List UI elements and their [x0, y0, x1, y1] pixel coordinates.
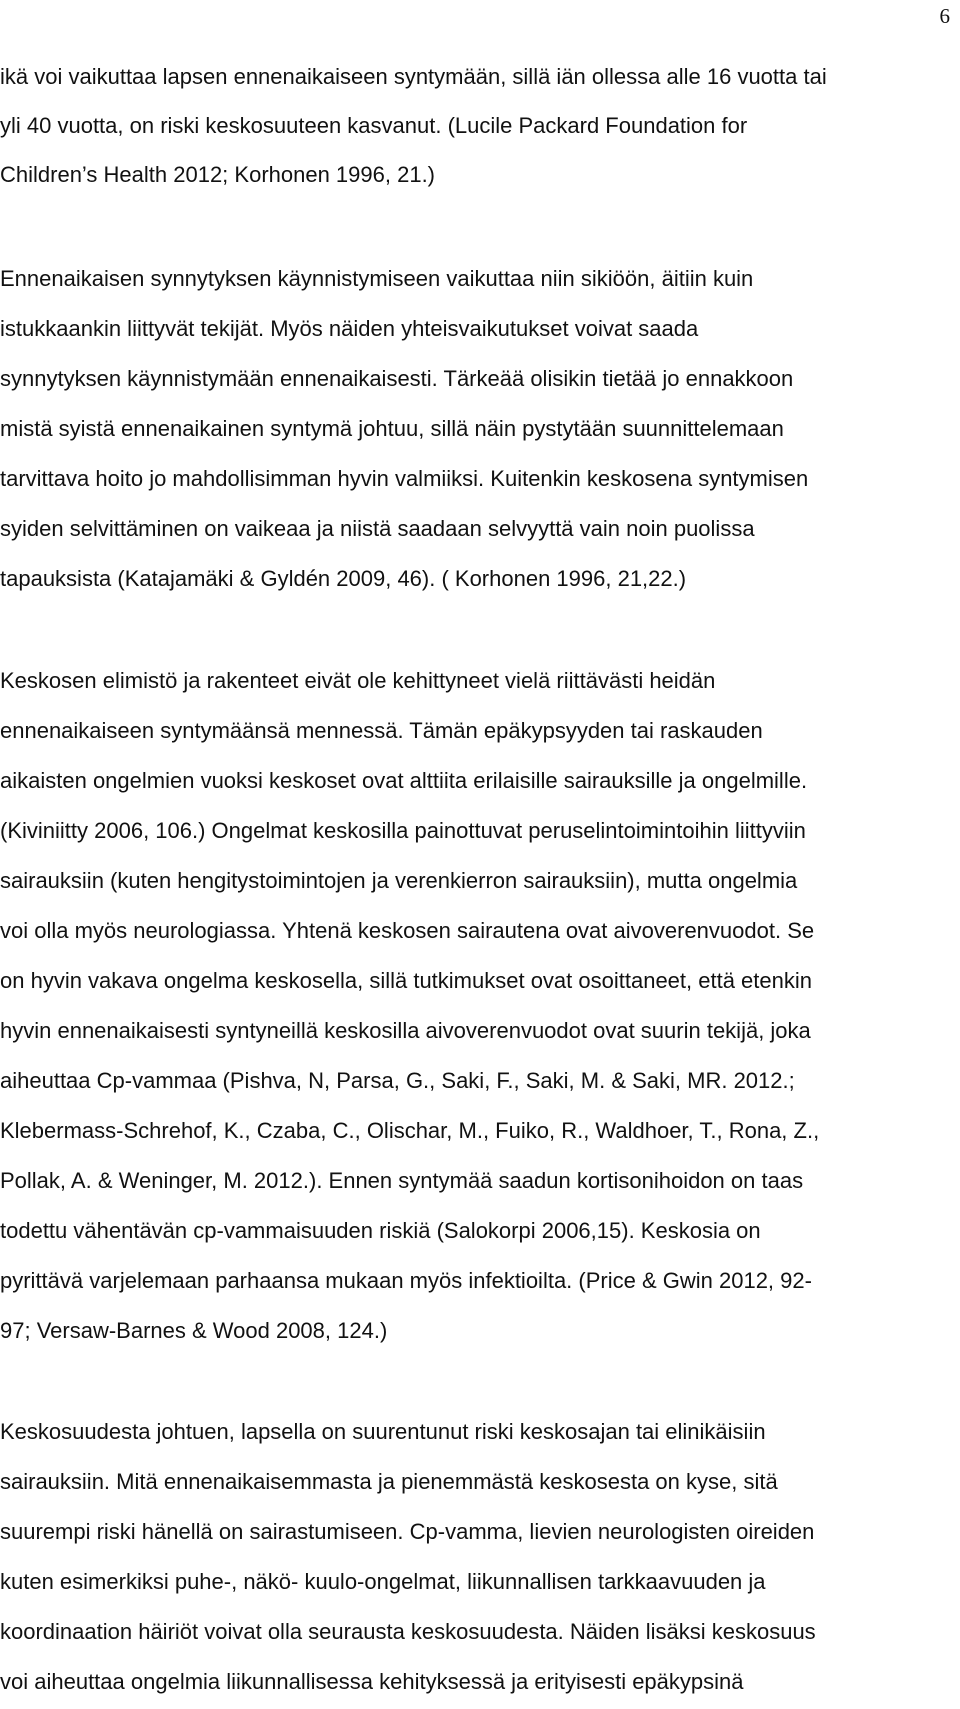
paragraph-line: (Kiviniitty 2006, 106.) Ongelmat keskosilla painottuvat peruselintoimintoihin liittyviin — [0, 818, 806, 843]
paragraph-line: mistä syistä ennenaikainen syntymä johtuu, sillä näin pystytään suunnittelemaan — [0, 416, 784, 441]
paragraph-line: Keskosuudesta johtuen, lapsella on suurentunut riski keskosajan tai elinikäisiin — [0, 1419, 766, 1444]
paragraph-line: yli 40 vuotta, on riski keskosuuteen kasvanut. (Lucile Packard Foundation for — [0, 113, 748, 138]
paragraph-line: synnytyksen käynnistymään ennenaikaisesti. Tärkeää olisikin tietää jo ennakkoon — [0, 366, 794, 391]
paragraph-line: ennenaikaiseen syntymäänsä mennessä. Tämän epäkypsyyden tai raskauden — [0, 718, 763, 743]
paragraph-line: syiden selvittäminen on vaikeaa ja niistä saadaan selvyyttä vain noin puolissa — [0, 516, 755, 541]
page-number: 6 — [939, 4, 950, 28]
paragraph-line: voi aiheuttaa ongelmia liikunnallisessa kehityksessä ja erityisesti epäkypsinä — [0, 1669, 744, 1694]
paragraph-line: 97; Versaw-Barnes & Wood 2008, 124.) — [0, 1318, 388, 1343]
paragraph-line: pyrittävä varjelemaan parhaansa mukaan myös infektioilta. (Price & Gwin 2012, 92- — [0, 1268, 812, 1293]
paragraph-3 — [0, 656, 952, 1356]
paragraph-line: Children’s Health 2012; Korhonen 1996, 21.) — [0, 162, 436, 187]
paragraph-line: tarvittava hoito jo mahdollisimman hyvin valmiiksi. Kuitenkin keskosena syntymisen — [0, 466, 809, 491]
paragraph-line: Ennenaikaisen synnytyksen käynnistymiseen vaikuttaa niin sikiöön, äitiin kuin — [0, 266, 754, 291]
paragraph-line: aikaisten ongelmien vuoksi keskoset ovat alttiita erilaisille sairauksille ja ongelmille. — [0, 768, 808, 793]
paragraph-2 — [0, 254, 952, 604]
paragraph-1 — [0, 52, 952, 199]
paragraph-line: sairauksiin. Mitä ennenaikaisemmasta ja pienemmästä keskosesta on kyse, sitä — [0, 1469, 778, 1494]
paragraph-line: tapauksista (Katajamäki & Gyldén 2009, 46). ( Korhonen 1996, 21,22.) — [0, 566, 687, 591]
paragraph-line: istukkaankin liittyvät tekijät. Myös näiden yhteisvaikutukset voivat saada — [0, 316, 699, 341]
paragraph-4 — [0, 1407, 952, 1707]
paragraph-line: ikä voi vaikuttaa lapsen ennenaikaiseen syntymään, sillä iän ollessa alle 16 vuotta tai — [0, 64, 827, 89]
paragraph-line: Klebermass-Schrehof, K., Czaba, C., Olischar, M., Fuiko, R., Waldhoer, T., Rona, Z., — [0, 1118, 820, 1143]
paragraph-line: on hyvin vakava ongelma keskosella, sillä tutkimukset ovat osoittaneet, että etenkin — [0, 968, 813, 993]
paragraph-line: aiheuttaa Cp-vammaa (Pishva, N, Parsa, G., Saki, F., Saki, M. & Saki, MR. 2012.; — [0, 1068, 795, 1093]
paragraph-line: sairauksiin (kuten hengitystoimintojen ja verenkierron sairauksiin), mutta ongelmia — [0, 868, 798, 893]
paragraph-line: voi olla myös neurologiassa. Yhtenä keskosen sairautena ovat aivoverenvuodot. Se — [0, 918, 815, 943]
paragraph-line: todettu vähentävän cp-vammaisuuden riskiä (Salokorpi 2006,15). Keskosia on — [0, 1218, 761, 1243]
paragraph-line: Pollak, A. & Weninger, M. 2012.). Ennen syntymää saadun kortisonihoidon on taas — [0, 1168, 804, 1193]
paragraph-line: kuten esimerkiksi puhe-, näkö- kuulo-ongelmat, liikunnallisen tarkkaavuuden ja — [0, 1569, 766, 1594]
paragraph-line: suurempi riski hänellä on sairastumiseen. Cp-vamma, lievien neurologisten oireiden — [0, 1519, 815, 1544]
paragraph-line: Keskosen elimistö ja rakenteet eivät ole kehittyneet vielä riittävästi heidän — [0, 668, 716, 693]
paragraph-line: koordinaation häiriöt voivat olla seurausta keskosuudesta. Näiden lisäksi keskosuus — [0, 1619, 816, 1644]
paragraph-line: hyvin ennenaikaisesti syntyneillä keskosilla aivoverenvuodot ovat suurin tekijä, joka — [0, 1018, 811, 1043]
